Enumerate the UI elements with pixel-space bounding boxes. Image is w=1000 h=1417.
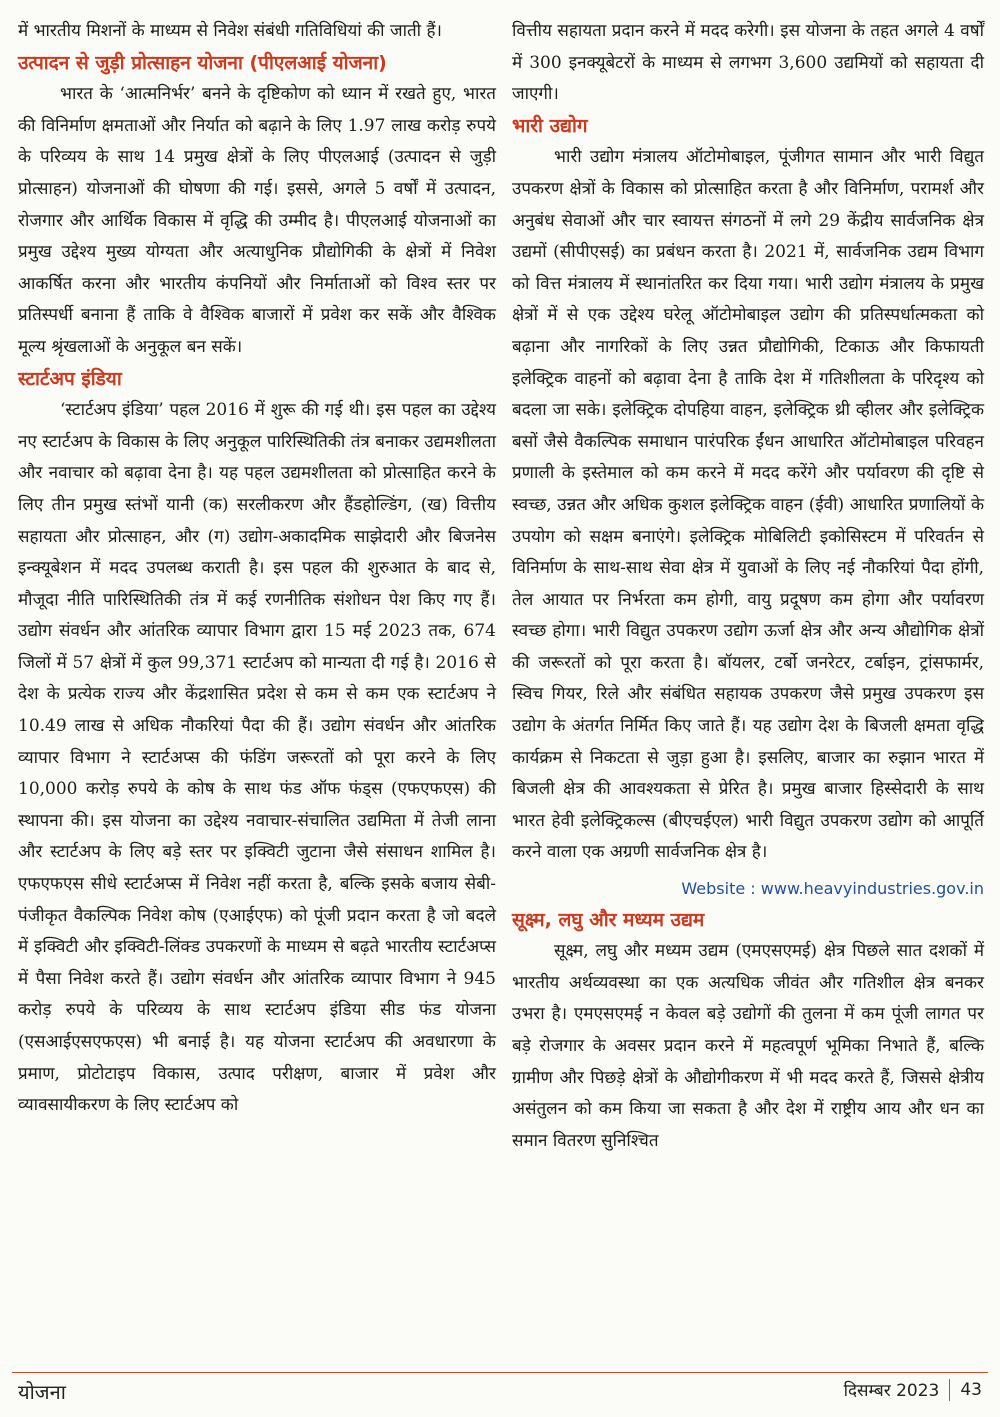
footer-separator xyxy=(949,1379,950,1401)
paragraph-missions-continued: में भारतीय मिशनों के माध्यम से निवेश संबंधी गतिविधियां की जाती हैं। xyxy=(18,21,442,41)
magazine-name: योजना xyxy=(18,1380,66,1404)
footer-issue-info xyxy=(844,1378,982,1401)
website-link[interactable]: Website : www.heavyindustries.gov.in xyxy=(681,879,984,899)
heading-startup-india: स्टार्टअप इंडिया xyxy=(18,367,122,390)
heading-msme: सूक्ष्म, लघु और मध्यम उद्यम xyxy=(512,908,705,931)
paragraph-seed-fund-continued: वित्तीय सहायता प्रदान करने में मदद करेगी। इस योजना के तहत अगले 4 वर्षों में 300 इनक्यूबेटरों के माध्यम से लगभग 3,600 उद्यमियों को सहायता दी जाएगी। xyxy=(512,21,984,105)
paragraph-msme: सूक्ष्म, लघु और मध्यम उद्यम (एमएसएमई) क्षेत्र पिछले सात दशकों में भारतीय अर्थव्यवस्था का एक अत्यधिक जीवंत और गतिशील क्षेत्र बनकर उभरा है। एमएसएमई न केवल बड़े उद्योगों की तुलना में कम पूंजी लागत पर बड़े रोजगार के अवसर प्रदान करने में महत्वपूर्ण भूमिका निभाते हैं, बल्कि ग्रामीण और पिछड़े क्षेत्रों के औद्योगीकरण में भी मदद करते हैं, जिससे क्षेत्रीय असंतुलन को कम किया जा सकता है और देश में राष्ट्रीय आय और धन का समान वितरण सुनिश्चित xyxy=(512,941,984,1151)
footer-divider xyxy=(12,1372,988,1373)
heading-heavy-industry: भारी उद्योग xyxy=(512,114,588,137)
right-column xyxy=(512,16,984,1157)
paragraph-heavy-industry: भारी उद्योग मंत्रालय ऑटोमोबाइल, पूंजीगत सामान और भारी विद्युत उपकरण क्षेत्रों के विकास को प्रोत्साहित करता है और विनिर्माण, परामर्श और अनुबंध सेवाओं और चार स्वायत्त संगठनों में लगे 29 केंद्रीय सार्वजनिक क्षेत्र उद्यमों (सीपीएसई) का प्रबंधन करता है। 2021 में, सार्वजनिक उद्यम विभाग को वित्त मंत्रालय में स्थानांतरित कर दिया गया। भारी उद्योग मंत्रालय के प्रमुख क्षेत्रों में से एक उद्देश्य घरेलू ऑटोमोबाइल उद्योग की प्रतिस्पर्धात्मकता को बढ़ाना और नागरिकों के लिए उन्नत प्रौद्योगिकी, टिकाऊ और किफायती इलेक्ट्रिक वाहनों को बढ़ावा देना है ताकि देश में गतिशीलता के परिदृश्य को बदला जा सके। इलेक्ट्रिक दोपहिया वाहन, इलेक्ट्रिक थ्री व्हीलर और इलेक्ट्रिक बसों जैसे वैकल्पिक समाधान पारंपरिक ईंधन आधारित ऑटोमोबाइल परिवहन प्रणाली के इस्तेमाल को कम करने में मदद करेंगे और पर्यावरण की दृष्टि से स्वच्छ, उन्नत और अधिक कुशल इलेक्ट्रिक वाहन (ईवी) आधारित प्रणालियों के उपयोग को सक्षम बनाएंगे। इलेक्ट्रिक मोबिलिटी इकोसिस्टम में परिवर्तन से विनिर्माण के साथ-साथ सेवा क्षेत्र में युवाओं के लिए नई नौकरियां पैदा होंगी, तेल आयात पर निर्भरता कम होगी, वायु प्रदूषण कम होगा और पर्यावरण स्वच्छ होगा। भारी विद्युत उपकरण उद्योग ऊर्जा क्षेत्र और अन्य औद्योगिक क्षेत्रों की जरूरतों को पूरा करता है। बॉयलर, टर्बो जनरेटर, टर्बाइन, ट्रांसफार्मर, स्विच गियर, रिले और संबंधित सहायक उपकरण जैसे प्रमुख उपकरण इस उद्योग के अंतर्गत निर्मित किए जाते हैं। यह उद्योग देश के बिजली क्षमता वृद्धि कार्यक्रम से निकटता से जुड़ा हुआ है। इसलिए, बाजार का रुझान भारत में बिजली क्षेत्र की आवश्यकता से प्रेरित है। प्रमुख बाजार हिस्सेदारी के साथ भारत हेवी इलेक्ट्रिकल्स (बीएचईएल) भारी विद्युत उपकरण उद्योग को आपूर्ति करने वाला एक अग्रणी सार्वजनिक क्षेत्र है। xyxy=(512,147,984,863)
heading-pli-scheme: उत्पादन से जुड़ी प्रोत्साहन योजना (पीएलआई योजना) xyxy=(18,51,387,74)
left-column xyxy=(18,16,496,1122)
paragraph-startup-india: ‘स्टार्टअप इंडिया’ पहल 2016 में शुरू की गई थी। इस पहल का उद्देश्य नए स्टार्टअप के विकास के लिए अनुकूल पारिस्थितिकी तंत्र बनाकर उद्यमशीलता और नवाचार को बढ़ावा देना है। यह पहल उद्यमशीलता को प्रोत्साहित करने के लिए तीन प्रमुख स्तंभों यानी (क) सरलीकरण और हैंडहोल्डिंग, (ख) वित्तीय सहायता और प्रोत्साहन, और (ग) उद्योग-अकादमिक साझेदारी और बिजनेस इन्क्यूबेशन में मदद उपलब्ध कराती है। इस पहल की शुरुआत के बाद से, मौजूदा नीति पारिस्थितिकी तंत्र में कई रणनीतिक संशोधन पेश किए गए हैं। उद्योग संवर्धन और आंतरिक व्यापार विभाग द्वारा 15 मई 2023 तक, 674 जिलों में 57 क्षेत्रों में कुल 99,371 स्टार्टअप को मान्यता दी गई है। 2016 से देश के प्रत्येक राज्य और केंद्रशासित प्रदेश से कम से कम एक स्टार्टअप ने 10.49 लाख से अधिक नौकरियां पैदा की हैं। उद्योग संवर्धन और आंतरिक व्यापार विभाग ने स्टार्टअप्स की फंडिंग जरूरतों को पूरा करने के लिए 10,000 करोड़ रुपये के कोष के साथ फंड ऑफ फंड्स (एफएफएस) की स्थापना की। इस योजना का उद्देश्य नवाचार-संचालित उद्यमिता में तेजी लाना और स्टार्टअप के लिए बड़े स्तर पर इक्विटी जुटाना जैसे संसाधन शामिल है। एफएफएस सीधे स्टार्टअप्स में निवेश नहीं करता है, बल्कि इसके बजाय सेबी-पंजीकृत वैकल्पिक निवेश कोष (एआईएफ) को पूंजी प्रदान करता है जो बदले में इक्विटी और इक्विटी-लिंक्ड उपकरणों के माध्यम से बढ़ते भारतीय स्टार्टअप्स में पैसा निवेश करते हैं। उद्योग संवर्धन और आंतरिक व्यापार विभाग ने 945 करोड़ रुपये के परिव्यय के साथ स्टार्टअप इंडिया सीड फंड योजना (एसआईएसएफएस) भी बनाई है। यह योजना स्टार्टअप की अवधारणा के प्रमाण, प्रोटोटाइप विकास, उत्पाद परीक्षण, बाजार में प्रवेश और व्यावसायीकरण के लिए स्टार्टअप को xyxy=(18,400,496,1116)
issue-date: दिसम्बर 2023 xyxy=(843,1381,940,1401)
paragraph-pli: भारत के ‘आत्मनिर्भर’ बनने के दृष्टिकोण को ध्यान में रखते हुए, भारत की विनिर्माण क्षमताओं और निर्यात को बढ़ाने के लिए 1.97 लाख करोड़ रुपये के परिव्यय के साथ 14 प्रमुख क्षेत्रों के लिए पीएलआई (उत्पादन से जुड़ी प्रोत्साहन) योजनाओं की घोषणा की गई। इससे, अगले 5 वर्षों में उत्पादन, रोजगार और आर्थिक विकास में वृद्धि की उम्मीद है। पीएलआई योजनाओं का प्रमुख उद्देश्य मुख्य योग्यता और अत्याधुनिक प्रौद्योगिकी के क्षेत्रों में निवेश आकर्षित करना और भारतीय कंपनियों और निर्माताओं को विश्व स्तर पर प्रतिस्पर्धी बनाना हैं ताकि वे वैश्विक बाजारों में प्रवेश कर सकें और वैश्विक मूल्य श्रृंखलाओं के अनुकूल बन सकें। xyxy=(18,84,496,357)
page-number: 43 xyxy=(960,1379,982,1400)
